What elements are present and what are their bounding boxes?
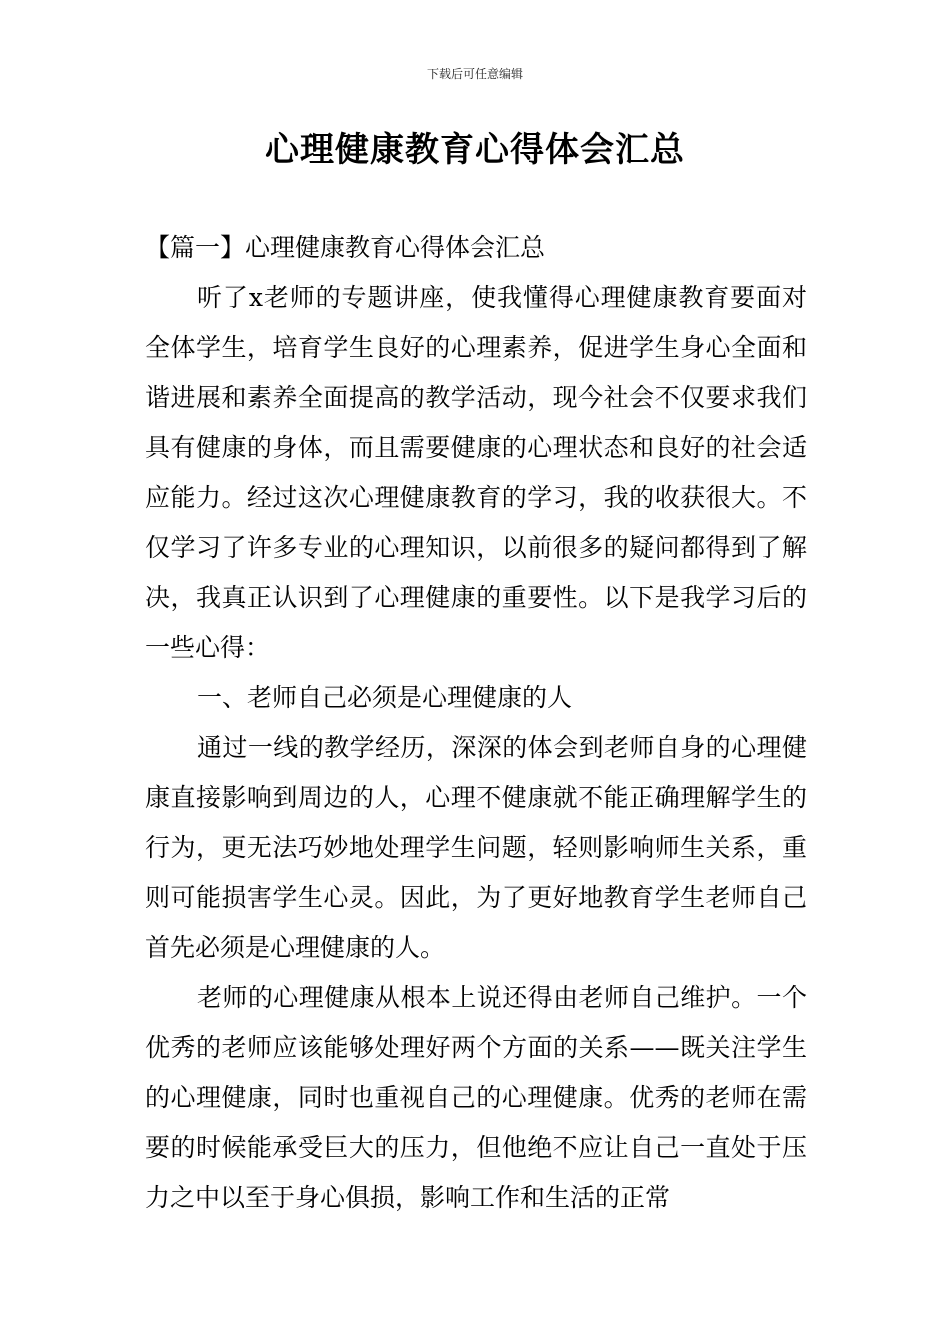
paragraph-2: 通过一线的教学经历，深深的体会到老师自身的心理健康直接影响到周边的人，心理不健康就不能正确理解学生的行为，更无法巧妙地处理学生问题，轻则影响师生关系，重则可能损害学生心灵。因此，为了更好地教育学生老师自己首先必须是心理健康的人。 xyxy=(145,733,807,962)
document-title: 心理健康教育心得体会汇总 xyxy=(265,130,685,170)
paragraph-1: 听了x老师的专题讲座，使我懂得心理健康教育要面对全体学生，培育学生良好的心理素养，促进学生身心全面和谐进展和素养全面提高的教学活动，现今社会不仅要求我们具有健康的身体，而且需要健康的心理状态和良好的社会适应能力。经过这次心理健康教育的学习，我的收获很大。不仅学习了许多专业的心理知识，以前很多的疑问都得到了解决，我真正认识到了心理健康的重要性。以下是我学习后的一些心得： xyxy=(145,283,807,662)
document-body xyxy=(145,223,807,1223)
header-note: 下载后可任意编辑 xyxy=(426,67,523,81)
paragraph-3: 老师的心理健康从根本上说还得由老师自己维护。一个优秀的老师应该能够处理好两个方面的关系——既关注学生的心理健康，同时也重视自己的心理健康。优秀的老师在需要的时候能承受巨大的压力，但他绝不应让自己一直处于压力之中以至于身心俱损，影响工作和生活的正常 xyxy=(145,983,807,1212)
section-heading: 【篇一】心理健康教育心得体会汇总 xyxy=(145,233,546,262)
subheading-1: 一、老师自己必须是心理健康的人 xyxy=(197,683,573,712)
